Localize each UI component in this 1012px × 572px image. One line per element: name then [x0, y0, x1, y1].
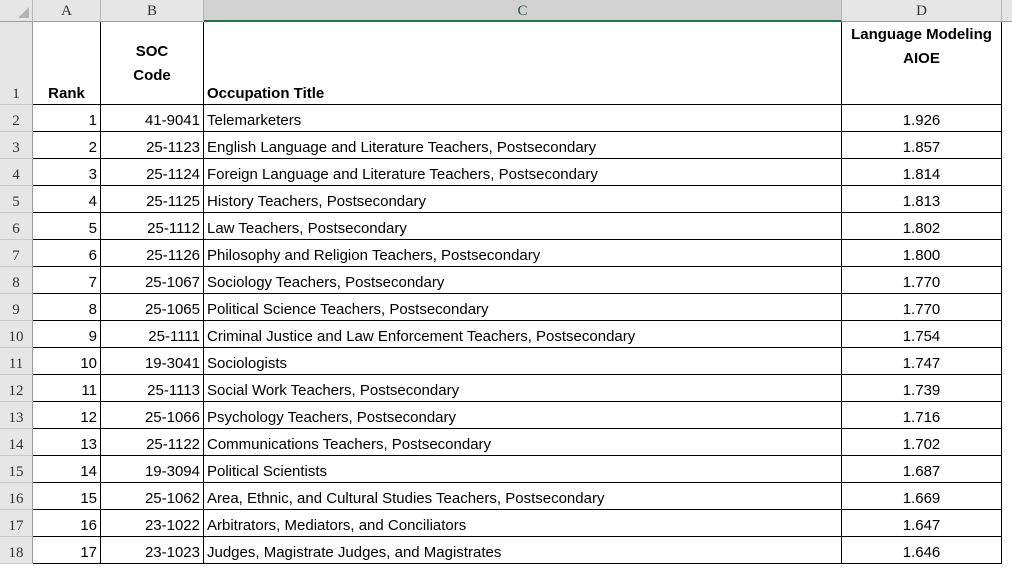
occupation-title-cell[interactable]	[204, 267, 842, 294]
soc-code-cell[interactable]	[101, 186, 204, 213]
occupation-title-cell-value: Sociologists	[207, 355, 288, 372]
rank-cell[interactable]	[33, 186, 101, 213]
soc-code-cell[interactable]	[101, 483, 204, 510]
row-number: 1	[12, 86, 20, 102]
occupation-title-cell-value: Arbitrators, Mediators, and Conciliators	[207, 517, 467, 534]
row-header[interactable]	[0, 456, 33, 483]
occupation-title-cell-value: Psychology Teachers, Postsecondary	[207, 409, 457, 426]
header-soc-label-line2: Code	[133, 67, 171, 84]
aioe-cell[interactable]	[842, 294, 1002, 321]
occupation-title-cell[interactable]	[204, 348, 842, 375]
rank-cell[interactable]	[33, 402, 101, 429]
row-header[interactable]	[0, 105, 33, 132]
row-header[interactable]	[0, 375, 33, 402]
row-header[interactable]	[0, 294, 33, 321]
row-number: 13	[8, 410, 24, 426]
aioe-cell-value: 1.747	[902, 355, 941, 372]
occupation-title-cell-value: Political Scientists	[207, 463, 328, 480]
occupation-title-cell-value: Foreign Language and Literature Teachers, Postsecondary	[207, 166, 598, 183]
aioe-cell-value: 1.857	[902, 139, 941, 156]
row-header[interactable]	[0, 321, 33, 348]
rank-cell[interactable]	[33, 375, 101, 402]
soc-code-cell[interactable]	[101, 510, 204, 537]
occupation-title-cell[interactable]	[204, 105, 842, 132]
row-number: 8	[12, 275, 20, 291]
row-header[interactable]	[0, 402, 33, 429]
row-number: 5	[12, 194, 20, 210]
aioe-cell[interactable]	[842, 159, 1002, 186]
rank-cell[interactable]	[33, 348, 101, 375]
aioe-cell[interactable]	[842, 537, 1002, 564]
rank-cell-value: 5	[88, 220, 97, 237]
rank-cell[interactable]	[33, 105, 101, 132]
aioe-cell-value: 1.647	[902, 517, 941, 534]
column-header-a[interactable]: A	[33, 0, 101, 22]
soc-code-cell-value: 25-1062	[144, 490, 200, 507]
aioe-cell-value: 1.716	[902, 409, 941, 426]
header-cell-occupation-title[interactable]	[204, 22, 842, 105]
aioe-cell[interactable]	[842, 456, 1002, 483]
column-header-c[interactable]: C	[204, 0, 842, 22]
row-header[interactable]	[0, 429, 33, 456]
soc-code-cell[interactable]	[101, 267, 204, 294]
rank-cell-value: 7	[88, 274, 97, 291]
soc-code-cell[interactable]	[101, 429, 204, 456]
row-number: 15	[8, 464, 24, 480]
row-number: 6	[12, 221, 20, 237]
occupation-title-cell-value: Telemarketers	[207, 112, 302, 129]
rank-cell-value: 4	[88, 193, 97, 210]
occupation-title-cell-value: Social Work Teachers, Postsecondary	[207, 382, 460, 399]
row-number: 4	[12, 167, 20, 183]
header-cell-aioe[interactable]	[842, 22, 1002, 105]
soc-code-cell-value: 25-1122	[146, 436, 200, 453]
rank-cell[interactable]	[33, 240, 101, 267]
row-number: 11	[8, 356, 24, 372]
rank-cell-value: 12	[80, 409, 97, 426]
row-header[interactable]	[0, 186, 33, 213]
header-rank-label: Rank	[48, 85, 85, 102]
header-title-label: Occupation Title	[207, 85, 325, 102]
occupation-title-cell[interactable]	[204, 159, 842, 186]
occupation-title-cell[interactable]	[204, 483, 842, 510]
select-all-triangle-icon	[18, 7, 29, 18]
occupation-title-cell-value: Area, Ethnic, and Cultural Studies Teachers, Postsecondary	[207, 490, 605, 507]
soc-code-cell-value: 25-1066	[144, 409, 200, 426]
aioe-cell-value: 1.754	[902, 328, 941, 345]
soc-code-cell[interactable]	[101, 159, 204, 186]
aioe-cell[interactable]	[842, 510, 1002, 537]
soc-code-cell[interactable]	[101, 240, 204, 267]
rank-cell[interactable]	[33, 267, 101, 294]
select-all-corner[interactable]	[0, 0, 33, 22]
soc-code-cell-value: 25-1067	[144, 274, 200, 291]
occupation-title-cell-value: Political Science Teachers, Postsecondary	[207, 301, 489, 318]
header-aioe-label-line1: Language Modeling	[851, 26, 992, 43]
rank-cell-value: 16	[80, 517, 97, 534]
occupation-title-cell-value: History Teachers, Postsecondary	[207, 193, 426, 210]
row-header[interactable]	[0, 267, 33, 294]
soc-code-cell[interactable]	[101, 213, 204, 240]
rank-cell-value: 13	[80, 436, 97, 453]
occupation-title-cell[interactable]	[204, 132, 842, 159]
soc-code-cell-value: 41-9041	[144, 112, 200, 129]
header-aioe-label-line2: AIOE	[903, 50, 940, 67]
occupation-title-cell-value: Communications Teachers, Postsecondary	[207, 436, 492, 453]
aioe-cell[interactable]	[842, 348, 1002, 375]
aioe-cell-value: 1.800	[902, 247, 941, 264]
soc-code-cell-value: 25-1111	[148, 328, 200, 345]
aioe-cell[interactable]	[842, 240, 1002, 267]
rank-cell-value: 3	[88, 166, 97, 183]
row-header[interactable]	[0, 483, 33, 510]
rank-cell[interactable]	[33, 321, 101, 348]
row-number: 18	[8, 545, 24, 561]
aioe-cell-value: 1.813	[902, 193, 941, 210]
row-header[interactable]	[0, 159, 33, 186]
occupation-title-cell[interactable]	[204, 213, 842, 240]
soc-code-cell[interactable]	[101, 456, 204, 483]
header-cell-soc-code[interactable]	[101, 22, 204, 105]
column-header-filler	[1002, 0, 1012, 22]
row-number: 12	[8, 383, 24, 399]
aioe-cell-value: 1.926	[902, 112, 941, 129]
occupation-title-cell[interactable]	[204, 456, 842, 483]
soc-code-cell-value: 23-1023	[144, 544, 200, 561]
row-number: 17	[8, 518, 24, 534]
aioe-cell-value: 1.646	[902, 544, 941, 561]
row-header[interactable]	[0, 510, 33, 537]
rank-cell-value: 9	[88, 328, 97, 345]
aioe-cell[interactable]	[842, 186, 1002, 213]
soc-code-cell-value: 19-3041	[144, 355, 200, 372]
occupation-title-cell-value: Philosophy and Religion Teachers, Postsecondary	[207, 247, 541, 264]
row-number: 7	[12, 248, 20, 264]
rank-cell[interactable]	[33, 213, 101, 240]
row-number: 10	[8, 329, 24, 345]
occupation-title-cell[interactable]	[204, 537, 842, 564]
rank-cell-value: 8	[88, 301, 97, 318]
soc-code-cell-value: 25-1112	[147, 220, 200, 237]
rank-cell-value: 6	[88, 247, 97, 264]
row-header[interactable]	[0, 240, 33, 267]
occupation-title-cell-value: Sociology Teachers, Postsecondary	[207, 274, 445, 291]
aioe-cell-value: 1.669	[902, 490, 941, 507]
rank-cell-value: 10	[80, 355, 97, 372]
row-number: 16	[8, 491, 24, 507]
soc-code-cell-value: 25-1125	[146, 193, 200, 210]
soc-code-cell[interactable]	[101, 321, 204, 348]
occupation-title-cell[interactable]	[204, 240, 842, 267]
aioe-cell[interactable]	[842, 321, 1002, 348]
occupation-title-cell[interactable]	[204, 375, 842, 402]
aioe-cell-value: 1.739	[902, 382, 941, 399]
aioe-cell[interactable]	[842, 375, 1002, 402]
soc-code-cell[interactable]	[101, 402, 204, 429]
soc-code-cell-value: 25-1124	[146, 166, 200, 183]
row-number: 3	[12, 140, 20, 156]
column-header-d[interactable]: D	[842, 0, 1002, 22]
rank-cell[interactable]	[33, 456, 101, 483]
soc-code-cell-value: 25-1126	[146, 247, 200, 264]
row-header[interactable]	[0, 348, 33, 375]
occupation-title-cell[interactable]	[204, 321, 842, 348]
aioe-cell[interactable]	[842, 213, 1002, 240]
soc-code-cell[interactable]	[101, 105, 204, 132]
occupation-title-cell[interactable]	[204, 429, 842, 456]
aioe-cell-value: 1.770	[902, 274, 941, 291]
occupation-title-cell-value: Judges, Magistrate Judges, and Magistrates	[207, 544, 502, 561]
aioe-cell[interactable]	[842, 267, 1002, 294]
aioe-cell[interactable]	[842, 105, 1002, 132]
aioe-cell-value: 1.802	[902, 220, 941, 237]
occupation-title-cell-value: Criminal Justice and Law Enforcement Teachers, Postsecondary	[207, 328, 636, 345]
rank-cell[interactable]	[33, 159, 101, 186]
soc-code-cell-value: 25-1065	[144, 301, 200, 318]
rank-cell[interactable]	[33, 132, 101, 159]
rank-cell[interactable]	[33, 537, 101, 564]
row-header-1[interactable]	[0, 22, 33, 105]
rank-cell[interactable]	[33, 294, 101, 321]
occupation-title-cell[interactable]	[204, 186, 842, 213]
rank-cell[interactable]	[33, 429, 101, 456]
occupation-title-cell-value: Law Teachers, Postsecondary	[207, 220, 407, 237]
soc-code-cell[interactable]	[101, 294, 204, 321]
aioe-cell[interactable]	[842, 132, 1002, 159]
row-header[interactable]	[0, 537, 33, 564]
row-number: 9	[12, 302, 20, 318]
aioe-cell[interactable]	[842, 429, 1002, 456]
soc-code-cell[interactable]	[101, 375, 204, 402]
row-header[interactable]	[0, 132, 33, 159]
rank-cell-value: 11	[81, 382, 97, 399]
header-soc-label-line1: SOC	[135, 43, 169, 60]
rank-cell[interactable]	[33, 510, 101, 537]
occupation-title-cell[interactable]	[204, 402, 842, 429]
row-number: 14	[8, 437, 24, 453]
soc-code-cell-value: 25-1113	[147, 382, 200, 399]
soc-code-cell[interactable]	[101, 348, 204, 375]
occupation-title-cell-value: English Language and Literature Teachers, Postsecondary	[207, 139, 597, 156]
rank-cell-value: 2	[88, 139, 97, 156]
aioe-cell[interactable]	[842, 402, 1002, 429]
aioe-cell-value: 1.770	[902, 301, 941, 318]
rank-cell-value: 17	[80, 544, 97, 561]
aioe-cell-value: 1.687	[902, 463, 941, 480]
column-header-b[interactable]: B	[101, 0, 204, 22]
soc-code-cell-value: 25-1123	[146, 139, 200, 156]
soc-code-cell-value: 23-1022	[144, 517, 200, 534]
row-header[interactable]	[0, 213, 33, 240]
aioe-cell-value: 1.702	[902, 436, 941, 453]
occupation-title-cell[interactable]	[204, 510, 842, 537]
rank-cell[interactable]	[33, 483, 101, 510]
aioe-cell[interactable]	[842, 483, 1002, 510]
aioe-cell-value: 1.814	[902, 166, 941, 183]
rank-cell-value: 14	[80, 463, 97, 480]
soc-code-cell[interactable]	[101, 537, 204, 564]
occupation-title-cell[interactable]	[204, 294, 842, 321]
rank-cell-value: 15	[80, 490, 97, 507]
rank-cell-value: 1	[88, 112, 97, 129]
header-cell-rank[interactable]	[33, 22, 101, 105]
row-number: 2	[12, 113, 20, 129]
soc-code-cell-value: 19-3094	[144, 463, 200, 480]
soc-code-cell[interactable]	[101, 132, 204, 159]
